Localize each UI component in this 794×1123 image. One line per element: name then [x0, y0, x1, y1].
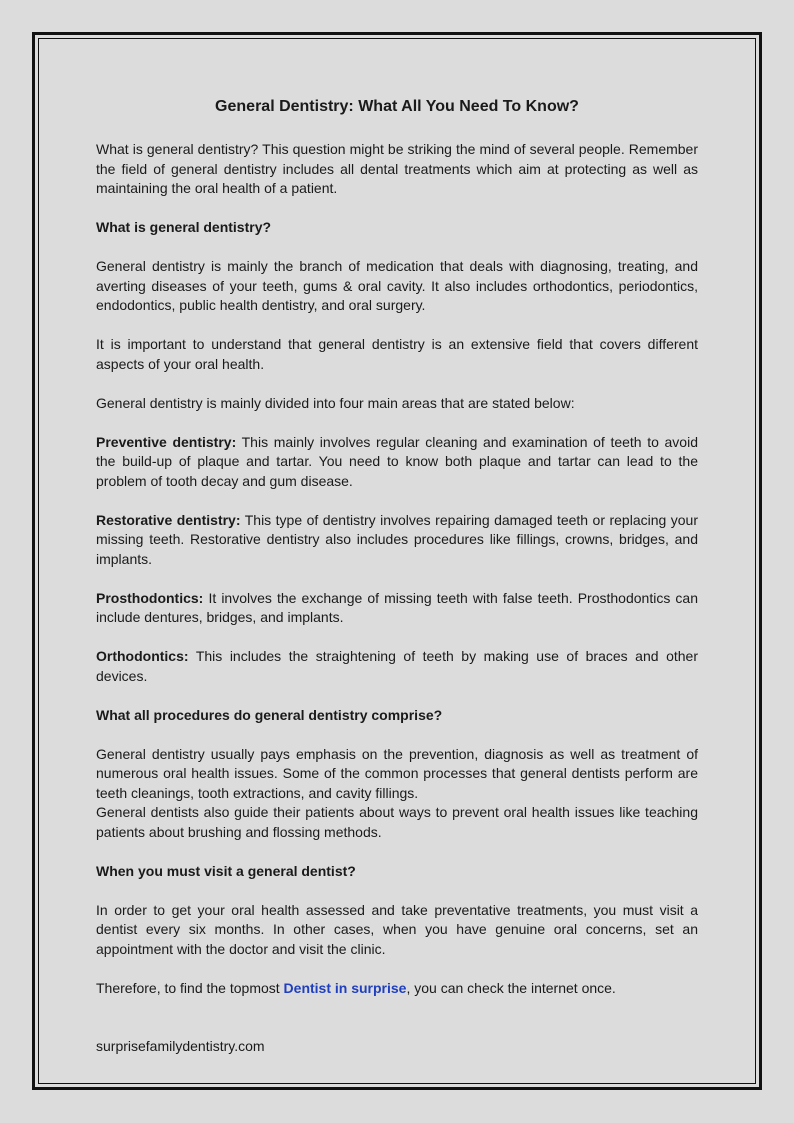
section-heading-what-is: What is general dentistry?: [96, 219, 272, 235]
closing-text-after: , you can check the internet once.: [406, 979, 616, 996]
section-heading-procedures: What all procedures do general dentistry comprise?: [96, 706, 443, 723]
area-text: This type of dentistry involves repairing damaged teeth or replacing your missing teeth. Restorative dentistry also includes procedures like fillings, crowns, bridges, and implants.: [96, 511, 698, 567]
definition-paragraph: General dentistry is mainly the branch of medication that deals with diagnosing, treating, and averting diseases of your teeth, gums & oral cavity. It also includes orthodontics, periodontics, endodontics, public health dentistry, and oral surgery.: [96, 258, 698, 313]
section-heading-visit: When you must visit a general dentist?: [96, 862, 356, 879]
area-label: Orthodontics:: [96, 648, 189, 664]
area-orthodontics: [96, 647, 698, 686]
area-label: Prosthodontics:: [96, 589, 204, 606]
area-text: It involves the exchange of missing teeth with false teeth. Prosthodontics can include dentures, bridges, and implants.: [96, 589, 698, 625]
area-label: Preventive dentistry:: [96, 433, 237, 450]
document-body: [96, 96, 698, 1018]
visit-paragraph: In order to get your oral health assessed and take preventative treatments, you must visit a dentist every six months. In other cases, when you have genuine oral concerns, set an appointment with the doctor and visit the clinic.: [96, 901, 698, 957]
intro-paragraph: What is general dentistry? This question might be striking the mind of several people. Remember the field of general dentistry includes all dental treatments which aim at protecting as well as maintaining the oral health of a patient.: [96, 141, 698, 196]
area-prosthodontics: [96, 589, 698, 628]
area-restorative: [96, 511, 698, 570]
area-text: This mainly involves regular cleaning and examination of teeth to avoid the build-up of plaque and tartar. You need to know both plaque and tartar can lead to the problem of tooth decay and gum disease.: [96, 433, 698, 489]
guidance-paragraph: General dentists also guide their patients about ways to prevent oral health issues like teaching patients about brushing and flossing methods.: [96, 804, 698, 840]
area-text: This includes the straightening of teeth by making use of braces and other devices.: [96, 648, 698, 684]
procedures-paragraph: General dentistry usually pays emphasis on the prevention, diagnosis as well as treatment of numerous oral health issues. Some of the common processes that general dentists perform are teeth cleanings, tooth extractions, and cavity fillings.: [96, 745, 698, 801]
closing-paragraph: [96, 979, 698, 999]
area-label: Restorative dentistry:: [96, 511, 241, 528]
footer-website: surprisefamilydentistry.com: [96, 1038, 265, 1054]
areas-intro-paragraph: General dentistry is mainly divided into four main areas that are stated below:: [96, 394, 575, 411]
scope-paragraph: It is important to understand that general dentistry is an extensive field that covers different aspects of your oral health.: [96, 336, 698, 372]
dentist-in-surprise-link[interactable]: Dentist in surprise: [283, 979, 407, 996]
page-title: General Dentistry: What All You Need To Know?: [215, 98, 579, 115]
area-preventive: [96, 433, 698, 492]
closing-text-before: Therefore, to find the topmost: [96, 979, 284, 996]
